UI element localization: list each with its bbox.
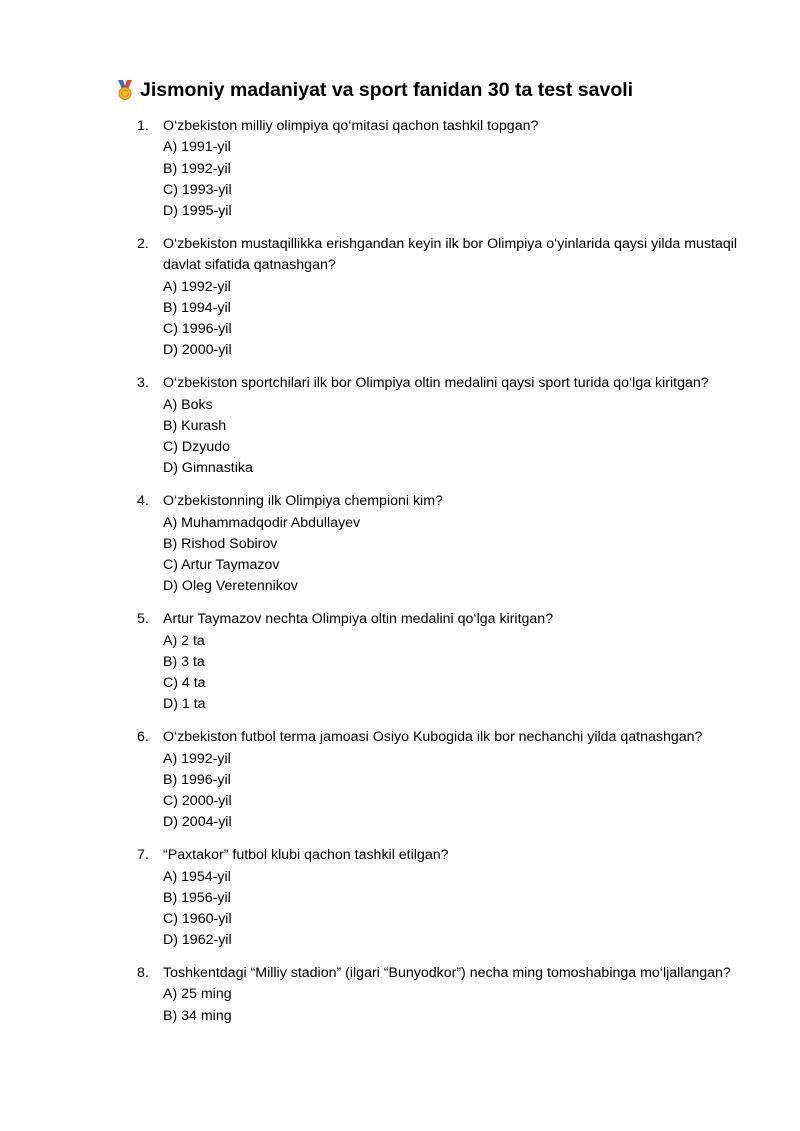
answer-option: A) 1992-yil — [163, 278, 231, 295]
answer-option: A) 1991-yil — [163, 139, 231, 156]
question-item — [137, 609, 757, 715]
answer-options — [163, 395, 757, 480]
answer-option: B) 1994-yil — [163, 299, 231, 316]
answer-option: A) 1992-yil — [163, 750, 231, 767]
question-number: 1. — [137, 118, 149, 134]
answer-option: D) 2000-yil — [163, 342, 232, 359]
answer-options — [163, 513, 757, 598]
question-number: 6. — [137, 729, 149, 746]
question-text: “Paxtakor” futbol klubi qachon tashkil etilgan? — [163, 847, 449, 864]
answer-option: D) 1 ta — [163, 696, 206, 713]
answer-options — [163, 631, 757, 716]
answer-option: B) 3 ta — [163, 653, 205, 670]
answer-options — [163, 137, 757, 222]
question-number: 8. — [137, 965, 149, 982]
question-text: Artur Taymazov nechta Olimpiya oltin medalini qo‘lga kiritgan? — [163, 611, 554, 628]
question-text: Toshkentdagi “Milliy stadion” (ilgari “Bunyodkor”) necha ming tomoshabinga mo‘ljallangan? — [163, 965, 731, 982]
answer-option: A) 1954-yil — [163, 868, 231, 885]
page-title-text: Jismoniy madaniyat va sport fanidan 30 ta test savoli — [140, 79, 634, 101]
answer-option: C) 4 ta — [163, 675, 206, 692]
question-item — [137, 727, 757, 833]
answer-options — [163, 277, 757, 362]
page-title — [116, 78, 633, 102]
answer-option: B) Rishod Sobirov — [163, 535, 278, 552]
question-text: O‘zbekiston milliy olimpiya qo‘mitasi qachon tashkil topgan? — [163, 118, 539, 134]
question-number: 5. — [137, 611, 149, 628]
answer-option: C) Dzyudo — [163, 439, 231, 456]
question-item — [137, 963, 757, 1027]
answer-option: D) 1995-yil — [163, 203, 232, 220]
answer-option: A) 2 ta — [163, 632, 205, 649]
question-item — [137, 234, 757, 362]
question-number: 4. — [137, 493, 149, 510]
answer-options — [163, 867, 757, 952]
question-item — [137, 373, 757, 479]
question-item — [137, 491, 757, 597]
answer-option: B) 34 ming — [163, 1007, 232, 1024]
answer-option: A) Muhammadqodir Abdullayev — [163, 514, 361, 531]
question-number: 2. — [137, 235, 149, 252]
question-text: O‘zbekiston futbol terma jamoasi Osiyo Kubogida ilk bor nechanchi yilda qatnashgan? — [163, 729, 703, 746]
answer-option: A) 25 ming — [163, 986, 232, 1003]
answer-option: A) Boks — [163, 396, 213, 413]
medal-icon — [116, 80, 134, 100]
question-list — [137, 116, 757, 1039]
answer-option: D) Gimnastika — [163, 460, 253, 477]
question-text: O‘zbekistonning ilk Olimpiya chempioni kim? — [163, 493, 443, 510]
question-number: 7. — [137, 847, 149, 864]
question-item — [137, 845, 757, 951]
answer-options — [163, 984, 757, 1027]
question-number: 3. — [137, 375, 149, 392]
question-item — [137, 116, 757, 222]
answer-option: D) Oleg Veretennikov — [163, 578, 298, 595]
answer-option: C) 2000-yil — [163, 793, 232, 810]
answer-option: C) 1960-yil — [163, 911, 232, 928]
answer-option: D) 1962-yil — [163, 932, 232, 949]
answer-option: B) Kurash — [163, 417, 227, 434]
answer-option: C) Artur Taymazov — [163, 557, 280, 574]
answer-option: C) 1996-yil — [163, 321, 232, 338]
question-text: O‘zbekiston mustaqillikka erishgandan keyin ilk bor Olimpiya o‘yinlarida qaysi yilda mustaqil davlat sifatida qatnashgan? — [163, 235, 738, 274]
answer-option: B) 1992-yil — [163, 160, 231, 177]
answer-option: B) 1956-yil — [163, 889, 231, 906]
answer-option: B) 1996-yil — [163, 771, 231, 788]
question-text: O‘zbekiston sportchilari ilk bor Olimpiya oltin medalini qaysi sport turida qo‘lga kiritgan? — [163, 375, 709, 392]
answer-option: D) 2004-yil — [163, 814, 232, 831]
answer-options — [163, 749, 757, 834]
answer-option: C) 1993-yil — [163, 181, 232, 198]
